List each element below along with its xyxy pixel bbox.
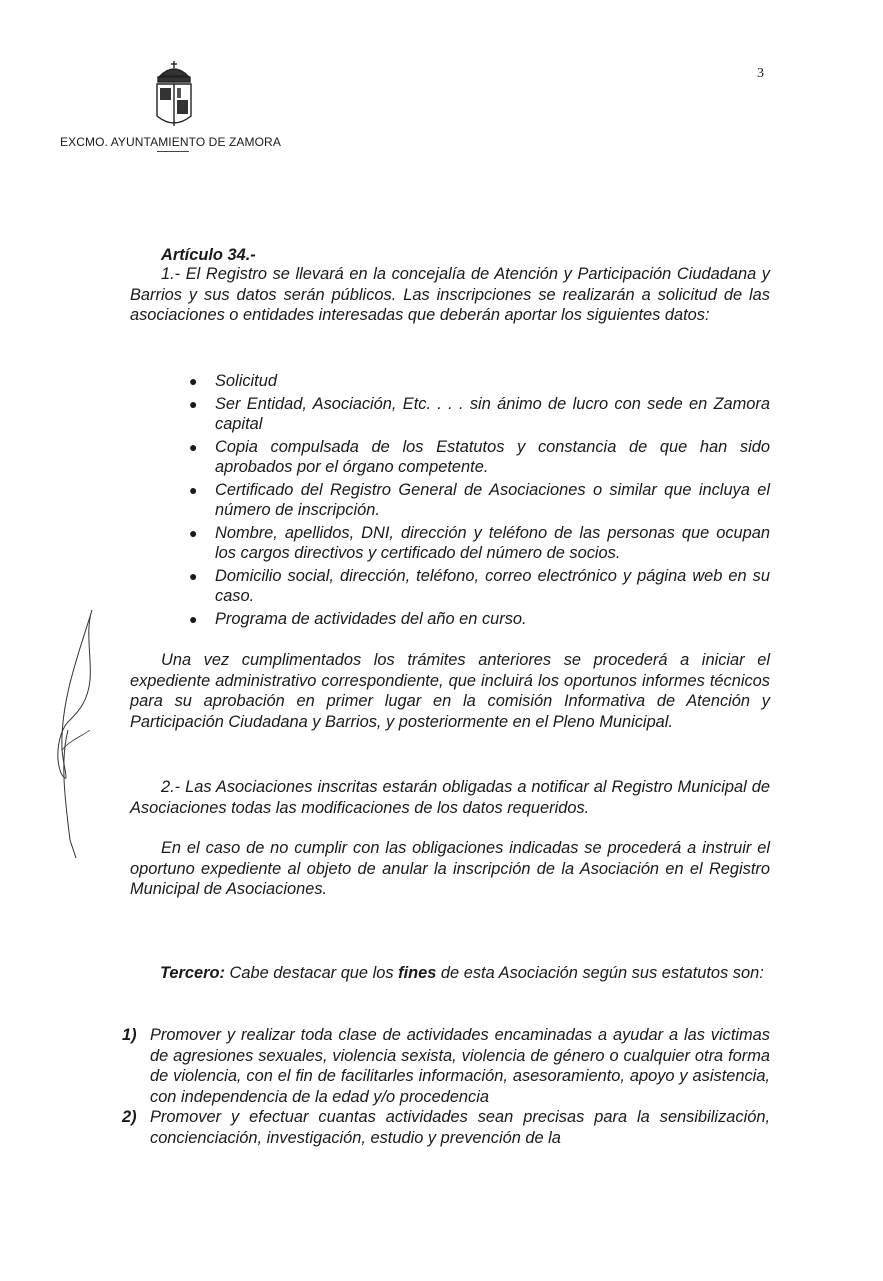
tercero-label: Tercero: [160,964,225,982]
article-paragraph-2: Una vez cumplimentados los trámites anteriores se procederá a iniciar el expediente administrativo correspondiente, que incluirá los oportunos informes técnicos para su aprobación en primer lugar en la comisión Informativa de Atención y Participación Ciudadana y Barrios, y posteriormente en el Pleno Municipal. [130,651,770,731]
handwritten-initials [40,600,110,860]
list-item: ● Nombre, apellidos, DNI, dirección y teléfono de las personas que ocupan los cargos directivos y certificado del número de socios. [189,523,770,562]
list-item [118,1025,770,1107]
tercero-text-after: de esta Asociación según sus estatutos son: [436,964,764,982]
tercero-text-before: Cabe destacar que los [224,964,399,982]
organization-name: EXCMO. AYUNTAMIENTO DE ZAMORA [60,135,281,149]
list-item-number: 1) [122,1026,137,1044]
coat-of-arms-icon [152,60,196,132]
organization-underline [157,151,189,152]
list-item: ● Certificado del Registro General de Asociaciones o similar que incluya el número de inscripción. [189,480,770,519]
article-title: Artículo 34.- [161,246,256,264]
list-item-text: Promover y efectuar cuantas actividades sean precisas para la sensibilización, concienciación, investigación, estudio y prevención de la [150,1108,770,1147]
tercero-paragraph [160,963,770,984]
article-paragraph-4: En el caso de no cumplir con las obligaciones indicadas se procederá a instruir el oportuno expediente al objeto de anular la inscripción de la Asociación en el Registro Municipal de Asociaciones. [130,839,770,898]
list-item-text: Certificado del Registro General de Asociaciones o similar que incluya el número de inscripción. [215,480,770,519]
list-item-text: Nombre, apellidos, DNI, dirección y teléfono de las personas que ocupan los cargos directivos y certificado del número de socios. [215,523,770,562]
list-item-text: Domicilio social, dirección, teléfono, correo electrónico y página web en su caso. [215,566,770,605]
list-item-text: Programa de actividades del año en curso. [215,609,527,628]
list-item: ● Solicitud [189,372,277,390]
list-item-number: 2) [122,1108,137,1126]
list-item: ● Domicilio social, dirección, teléfono, correo electrónico y página web en su caso. [189,566,770,605]
tercero-bold-word: fines [398,964,437,982]
list-item-text: Solicitud [215,372,277,390]
list-item [118,1107,770,1148]
article-paragraph-3: 2.- Las Asociaciones inscritas estarán obligadas a notificar al Registro Municipal de Asociaciones todas las modificaciones de los datos requeridos. [130,778,770,817]
list-item-text: Promover y realizar toda clase de actividades encaminadas a ayudar a las victimas de agresiones sexuales, violencia sexista, violencia de género o cualquier otra forma de violencia, con el fin de facilitarles información, asesoramiento, apoyo y asistencia, con independencia de la edad y/o procedencia [150,1026,770,1106]
required-data-list [160,371,770,631]
page-number: 3 [757,66,764,81]
association-aims-list [118,1025,770,1148]
list-item-text: Ser Entidad, Asociación, Etc. . . . sin ánimo de lucro con sede en Zamora capital [215,394,770,433]
list-item: ● Programa de actividades del año en curso. [189,609,527,628]
article-paragraph-1: 1.- El Registro se llevará en la concejalía de Atención y Participación Ciudadana y Barrios y sus datos serán públicos. Las inscripciones se realizarán a solicitud de las asociaciones o entidades interesadas que deberán aportar los siguientes datos: [130,265,770,324]
list-item: ● Copia compulsada de los Estatutos y constancia de que han sido aprobados por el órgano competente. [189,437,770,476]
list-item-text: Copia compulsada de los Estatutos y constancia de que han sido aprobados por el órgano competente. [215,437,770,476]
list-item: ● Ser Entidad, Asociación, Etc. . . . sin ánimo de lucro con sede en Zamora capital [189,394,770,433]
